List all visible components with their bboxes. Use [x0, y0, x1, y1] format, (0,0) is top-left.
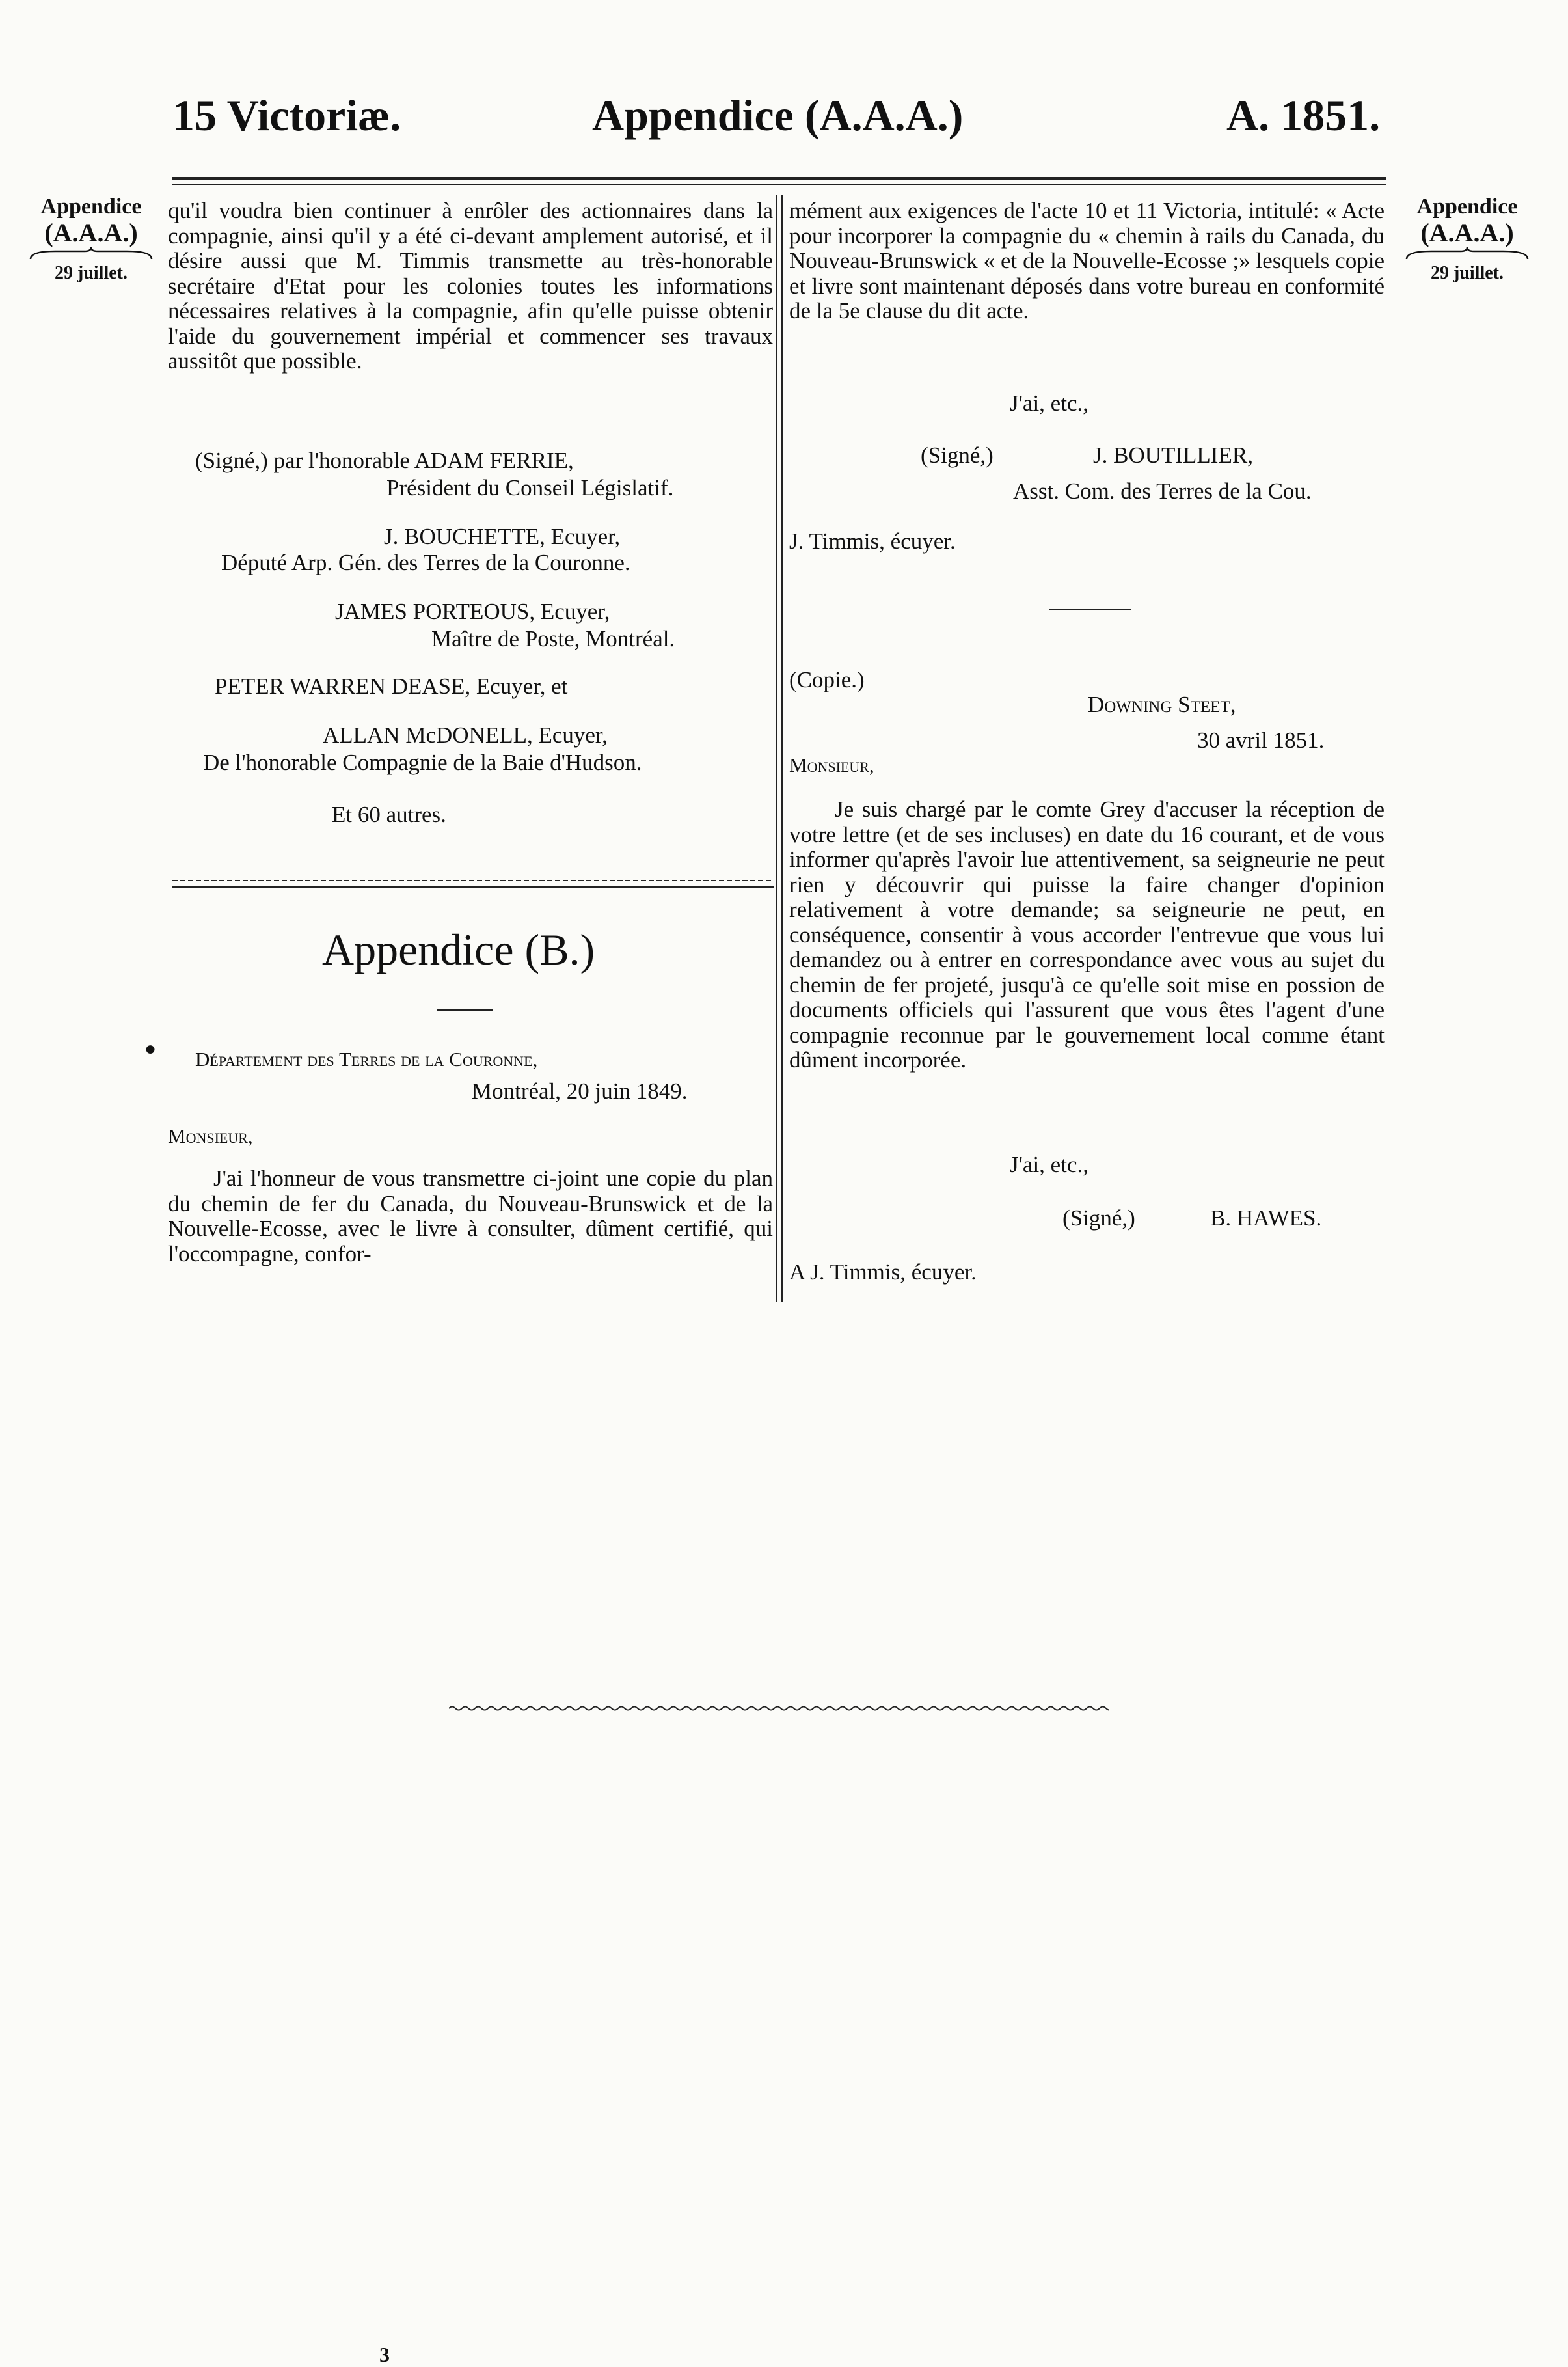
department-line: Département des Terres de la Couronne, [195, 1048, 538, 1071]
copy-label: (Copie.) [789, 667, 865, 692]
brace-icon [29, 246, 153, 260]
brace-icon [1405, 246, 1529, 260]
letter-body-text: J'ai l'honneur de vous transmettre ci-joint une copie du plan du chemin de fer du Canada, du Nouveau-Brunswick et de la Nouvelle-Ecosse, avec le livre à consulter, dûment certifié, qui l'occompagne, confor- [168, 1166, 773, 1266]
signature-dease: PETER WARREN DEASE, Ecuyer, et [215, 674, 568, 699]
right-paragraph-text: mément aux exigences de l'acte 10 et 11 Victoria, intitulé: « Acte pour incorporer la compagnie du « chemin à rails du Canada, du Nouveau-Brunswick « et de la Nouvelle-Ecosse ;» lesquels copie et livre sont maintenant déposés dans votre bureau en conformité de la 5e clause du dit acte. [789, 198, 1385, 323]
signature-ferrie-title: Président du Conseil Législatif. [386, 475, 674, 500]
date-2: 30 avril 1851. [1197, 728, 1325, 753]
addressee-1: J. Timmis, écuyer. [789, 528, 956, 554]
right-paragraph [789, 198, 1385, 324]
margin-label: Appendice [1416, 195, 1518, 219]
left-paragraph [168, 198, 773, 374]
closing-2: J'ai, etc., [1010, 1152, 1088, 1177]
signed-1: (Signé,) [921, 443, 994, 468]
header-rule-thin [172, 184, 1386, 185]
separator-rule [172, 886, 774, 888]
dotted-separator [172, 880, 774, 881]
header-rule-thick [172, 177, 1386, 180]
signature-porteous: JAMES PORTEOUS, Ecuyer, [335, 599, 610, 624]
signature-mcdonell-title: De l'honorable Compagnie de la Baie d'Hudson. [203, 750, 642, 775]
place-date: Montréal, 20 juin 1849. [472, 1078, 688, 1104]
signature-porteous-title: Maître de Poste, Montréal. [431, 626, 675, 651]
addressee-2: A J. Timmis, écuyer. [789, 1259, 977, 1285]
margin-note-right [1402, 194, 1532, 286]
letter-body-2 [789, 797, 1385, 1073]
margin-note-left [26, 194, 156, 286]
title-boutillier: Asst. Com. des Terres de la Cou. [1013, 478, 1312, 504]
letter-body [168, 1166, 773, 1266]
signature-ferrie: (Signé,) par l'honorable ADAM FERRIE, [195, 448, 574, 473]
title-dash [437, 1009, 493, 1011]
header-center: Appendice (A.A.A.) [592, 90, 964, 140]
margin-sub: (A.A.A.) [1420, 218, 1514, 247]
closing-1: J'ai, etc., [1010, 390, 1088, 416]
header-right: A. 1851. [1226, 90, 1381, 140]
signature-bouchette-title: Député Arp. Gén. des Terres de la Couronne. [221, 550, 630, 575]
wavy-rule [449, 1704, 1109, 1713]
others-line: Et 60 autres. [332, 802, 446, 827]
signature-bouchette: J. BOUCHETTE, Ecuyer, [384, 524, 621, 549]
section-dash [1049, 609, 1131, 610]
header-left: 15 Victoriæ. [172, 90, 401, 140]
signed-2: (Signé,) [1062, 1205, 1135, 1231]
margin-sub: (A.A.A.) [44, 218, 138, 247]
margin-date: 29 juillet. [55, 263, 128, 283]
appendix-b-title: Appendice (B.) [322, 925, 595, 974]
signature-mcdonell: ALLAN McDONELL, Ecuyer, [323, 722, 608, 748]
letter-body-2-text: Je suis chargé par le comte Grey d'accuser la réception de votre lettre (et de ses incluses) en date du 16 courant, et de vous informer qu'après l'avoir lue attentivement, sa seigneurie ne peut rien y découvrir qui puisse la faire changer d'opinion relativement à votre demande; sa seigneurie ne peut, en conséquence, consentir à vous accorder l'entrevue que vous lui demandez ou à entrer en correspondance avec vous au sujet du chemin de fer projeté, jusqu'à ce qu'elle soit mise en possion de documents officiels qui l'assurent que vous êtes l'agent d'une compagnie reconnue par le gouvernement local comme étant dûment incorporée. [789, 797, 1385, 1073]
column-divider [781, 195, 783, 1302]
column-divider [776, 195, 777, 1302]
margin-label: Appendice [40, 195, 142, 219]
salutation-2: Monsieur, [789, 754, 874, 776]
page-number: 3 [379, 2343, 390, 2366]
name-hawes: B. HAWES. [1210, 1205, 1322, 1231]
left-paragraph-text: qu'il voudra bien continuer à enrôler des actionnaires dans la compagnie, ainsi qu'il y a été ci-devant amplement autorisé, et il désire aussi que M. Timmis transmette au très-honorable secrétaire d'Etat pour les colonies toutes les informations nécessaires relatives à la compagnie, afin qu'elle puisse obtenir l'aide du gouvernement impérial et commencer ses travaux aussitôt que possible. [168, 198, 773, 374]
name-boutillier: J. BOUTILLIER, [1093, 443, 1253, 468]
margin-date: 29 juillet. [1431, 263, 1504, 283]
salutation: Monsieur, [168, 1125, 253, 1147]
bullet-icon: ● [144, 1038, 157, 1060]
street-line: Downing Steet, [1088, 692, 1236, 717]
